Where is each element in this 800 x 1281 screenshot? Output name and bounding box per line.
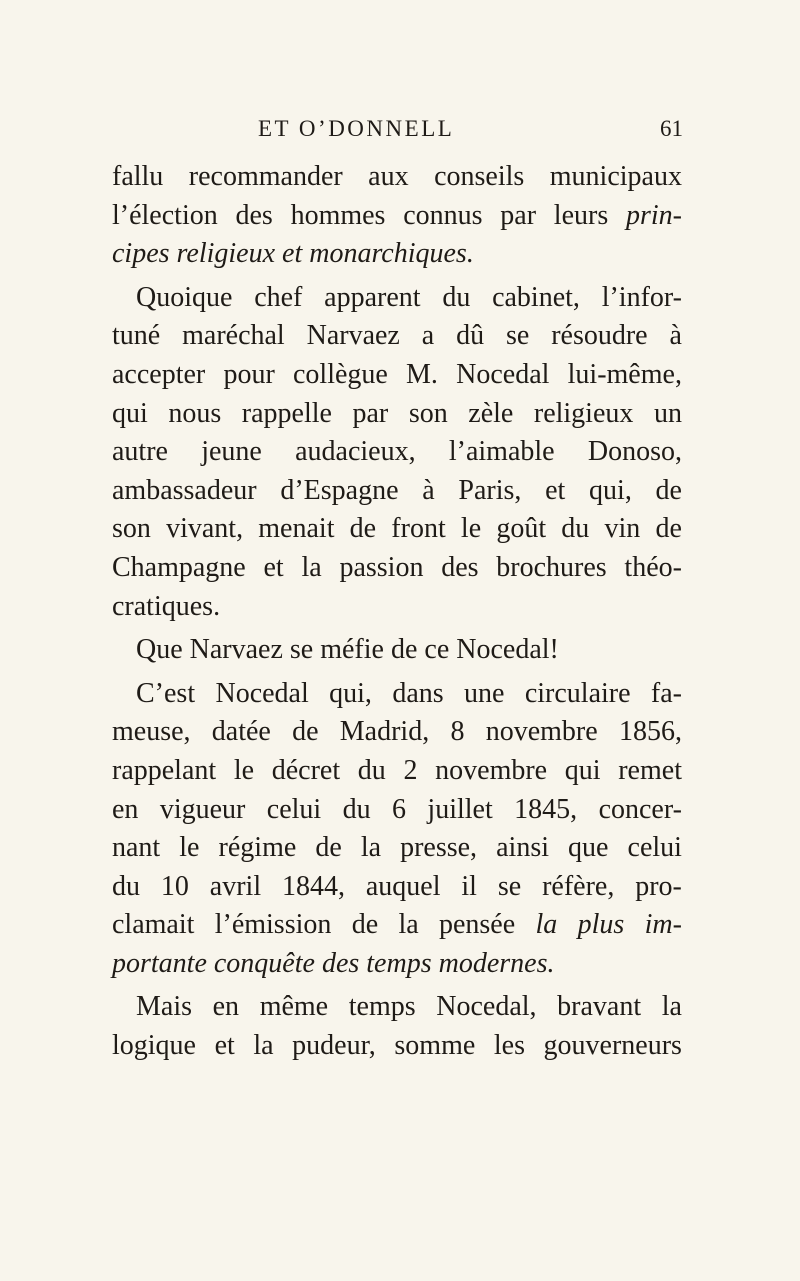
word: 1856, (618, 716, 682, 748)
word: du (112, 870, 140, 902)
text-line (112, 433, 682, 472)
word: d’Espagne (280, 474, 399, 506)
word: meuse, (112, 716, 191, 748)
word: passion (339, 551, 424, 583)
word: l’aimable (448, 436, 555, 468)
word: clamait (112, 909, 195, 941)
word: zèle (468, 397, 514, 429)
word: de (292, 716, 319, 748)
word: fallu (112, 161, 164, 192)
text-line (112, 906, 682, 945)
word: un (653, 397, 682, 429)
word: 6 (392, 793, 407, 825)
word: Mais (136, 991, 192, 1023)
word: recommander (188, 161, 343, 192)
text-line (112, 158, 682, 197)
word: du (561, 513, 590, 545)
word: nant (112, 832, 161, 864)
text-line (112, 1027, 682, 1066)
word: de (655, 513, 682, 545)
word: pro- (635, 870, 682, 902)
word: des (441, 551, 479, 583)
word: temps (348, 991, 416, 1023)
word: même (259, 991, 329, 1023)
word: aux (368, 161, 409, 192)
word: goût (496, 513, 547, 545)
text-line (112, 356, 682, 395)
word: de (351, 909, 379, 941)
word: que (568, 832, 609, 864)
word: Narvaez (306, 320, 400, 352)
word: logique (112, 1030, 196, 1062)
word: Nocedal, (436, 991, 537, 1023)
word: la (661, 991, 682, 1023)
word: pensée (438, 909, 516, 941)
word: novembre (485, 716, 598, 748)
word: cipes religieux et monarchiques. (112, 238, 474, 270)
text-line (112, 631, 682, 670)
word: leurs (553, 199, 609, 231)
text-line (112, 868, 682, 907)
word: 8 (450, 716, 465, 748)
word: religieux (533, 397, 634, 429)
word: de (349, 513, 377, 545)
word: le (179, 832, 200, 864)
word: juillet (427, 793, 493, 825)
text-line (112, 791, 682, 830)
word: régime (218, 832, 297, 864)
text-line (112, 588, 682, 627)
text-line (112, 829, 682, 868)
word: rappelle (241, 397, 332, 429)
word: de (315, 832, 342, 864)
word: rappelant (112, 754, 217, 786)
word: gouverneurs (543, 1030, 682, 1062)
word: du (342, 793, 371, 825)
word: vin (604, 513, 641, 545)
page-header (0, 116, 800, 150)
word: réfère, (542, 870, 615, 902)
word: ainsi (496, 832, 549, 864)
word: presse, (400, 832, 478, 864)
word: avril (209, 870, 262, 902)
body-text (112, 158, 682, 1066)
word: jeune (201, 436, 262, 468)
word: Quoique (136, 281, 233, 313)
paragraph (112, 158, 682, 274)
text-line (112, 472, 682, 511)
paragraph (112, 631, 682, 670)
word: une (464, 677, 505, 709)
word: à (422, 474, 435, 506)
word: qui, (329, 677, 372, 709)
word: front (391, 513, 446, 545)
word: im- (644, 909, 682, 941)
word: qui (564, 754, 601, 786)
word: hommes (290, 199, 386, 231)
word: auquel (365, 870, 441, 902)
word: Madrid, (339, 716, 430, 748)
word: se (497, 870, 522, 902)
text-line (112, 279, 682, 318)
word: prin- (625, 199, 682, 231)
word: municipaux (549, 161, 682, 192)
word: menait (258, 513, 335, 545)
word: son (408, 397, 448, 429)
word: collègue (292, 358, 388, 390)
page-number: 61 (660, 116, 683, 141)
word: 1845, (514, 793, 578, 825)
word: concer- (598, 793, 682, 825)
word: bravant (557, 991, 642, 1023)
word: datée (211, 716, 271, 748)
word: circulaire (524, 677, 631, 709)
word: par (500, 199, 537, 231)
word: la (253, 1030, 274, 1062)
word: et (545, 474, 566, 506)
word: décret (271, 754, 341, 786)
word: de (655, 474, 682, 506)
word: remet (618, 754, 682, 786)
word: son (112, 513, 151, 545)
word: le (460, 513, 482, 545)
word: en (112, 793, 139, 825)
word: novembre (435, 754, 548, 786)
word: pour (223, 358, 275, 390)
word: ambassadeur (112, 474, 257, 506)
word: Donoso, (587, 436, 682, 468)
word: fa- (650, 677, 682, 709)
word: somme (394, 1030, 476, 1062)
word: a (421, 320, 435, 352)
text-line (112, 549, 682, 588)
text-line (112, 317, 682, 356)
word: Nocedal (215, 677, 309, 709)
word: la (301, 551, 322, 583)
text-line (112, 395, 682, 434)
word: dû (456, 320, 485, 352)
word: C’est (136, 677, 196, 709)
text-line (112, 235, 682, 274)
word: théo- (624, 551, 682, 583)
word: par (352, 397, 389, 429)
word: qui (112, 397, 148, 429)
paragraph (112, 988, 682, 1065)
text-line (112, 988, 682, 1027)
word: résoudre (551, 320, 648, 352)
word: le (233, 754, 255, 786)
word: conseils (434, 161, 525, 192)
word: brochures (496, 551, 607, 583)
running-title: ET O’DONNELL (258, 116, 455, 141)
word: des (235, 199, 273, 231)
text-line (112, 713, 682, 752)
word: à (669, 320, 682, 352)
word: du (442, 281, 471, 313)
word: dans (392, 677, 444, 709)
text-line (112, 510, 682, 549)
word: audacieux, (295, 436, 416, 468)
word: Champagne (112, 551, 246, 583)
word: nous (168, 397, 222, 429)
word: Nocedal (456, 358, 550, 390)
word: l’élection (112, 199, 218, 231)
word: et (214, 1030, 235, 1062)
word: et (263, 551, 284, 583)
word: cratiques. (112, 590, 221, 622)
word: M. (406, 358, 438, 390)
word: les (493, 1030, 525, 1062)
word: Que Narvaez se méfie de ce Nocedal! (136, 634, 559, 666)
word: se (505, 320, 530, 352)
word: la (535, 909, 558, 941)
word: chef (254, 281, 303, 313)
word: tuné (112, 320, 161, 352)
word: maréchal (182, 320, 285, 352)
word: accepter (112, 358, 206, 390)
text-line (112, 675, 682, 714)
word: du (357, 754, 386, 786)
word: 10 (160, 870, 189, 902)
paragraph (112, 675, 682, 984)
word: qui, (589, 474, 632, 506)
word: l’infor- (601, 281, 682, 313)
word: portante conquête des temps modernes. (112, 947, 555, 979)
word: celui (266, 793, 322, 825)
word: 2 (403, 754, 418, 786)
word: vigueur (159, 793, 246, 825)
word: la (398, 909, 419, 941)
word: celui (627, 832, 682, 864)
word: lui-même, (567, 358, 682, 390)
word: vivant, (166, 513, 244, 545)
word: cabinet, (492, 281, 580, 313)
word: Paris, (458, 474, 522, 506)
word: connus (403, 199, 483, 231)
text-line (112, 945, 682, 984)
text-line (112, 752, 682, 791)
paragraph (112, 279, 682, 626)
text-line (112, 197, 682, 236)
word: plus (577, 909, 625, 941)
word: 1844, (281, 870, 345, 902)
word: apparent (324, 281, 421, 313)
word: l’émission (214, 909, 332, 941)
word: autre (112, 436, 168, 468)
word: la (360, 832, 382, 864)
word: il (461, 870, 477, 902)
word: en (212, 991, 240, 1023)
word: pudeur, (292, 1030, 376, 1062)
